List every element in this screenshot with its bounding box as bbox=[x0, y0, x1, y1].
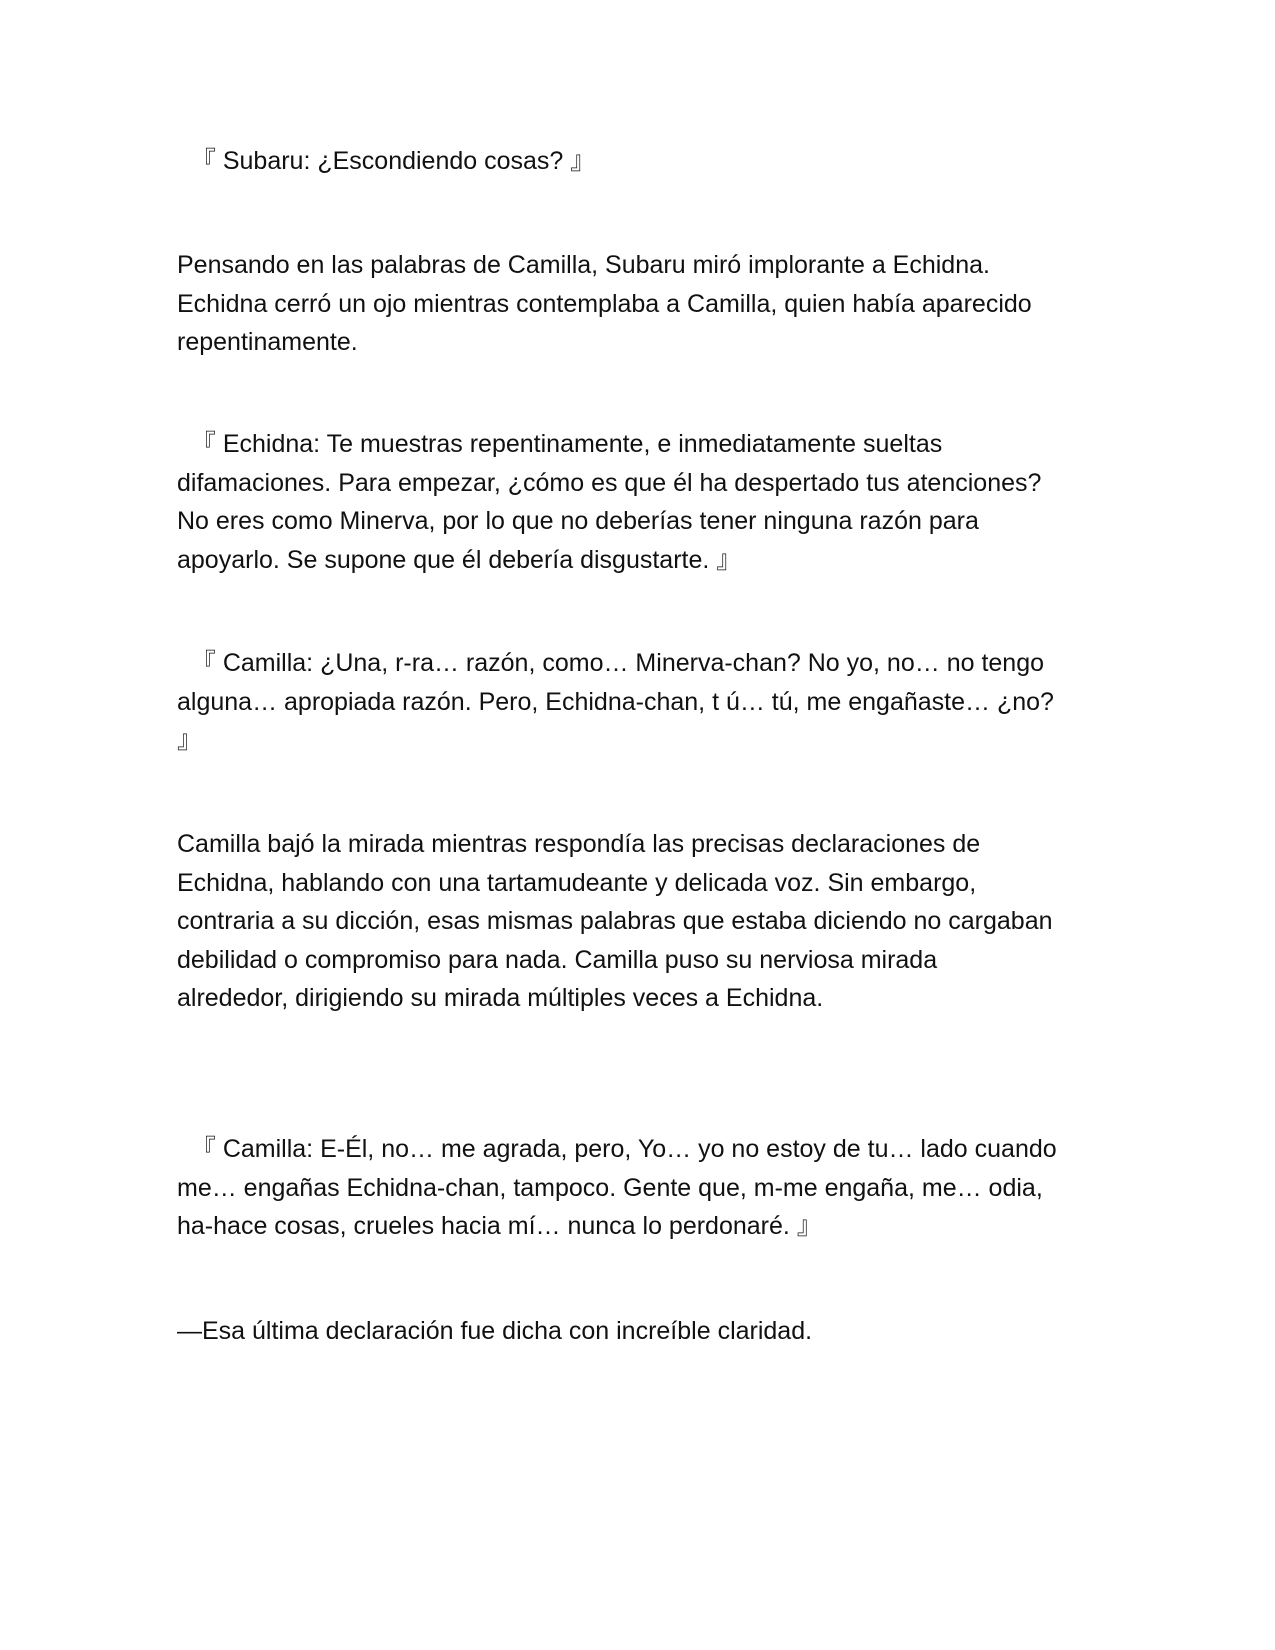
text-line: alguna… apropiada razón. Pero, Echidna-chan, t ú… tú, me engañaste… ¿no? bbox=[177, 687, 1054, 716]
dialogue-echidna bbox=[177, 425, 1117, 579]
dialogue-camilla-1 bbox=[177, 644, 1117, 760]
text-line: Camilla bajó la mirada mientras respondía las precisas declaraciones de bbox=[177, 830, 981, 858]
narration-paragraph-2 bbox=[177, 825, 1117, 1018]
text-line: 『 Camilla: ¿Una, r-ra… razón, como… Minerva-chan? No yo, no… no tengo bbox=[177, 649, 1045, 677]
text-line: 『 Echidna: Te muestras repentinamente, e inmediatamente sueltas bbox=[177, 430, 943, 458]
text-line: 『 Subaru: ¿Escondiendo cosas? 』 bbox=[177, 147, 596, 175]
text-line: me… engañas Echidna-chan, tampoco. Gente que, m-me engaña, me… odia, bbox=[177, 1173, 1043, 1202]
text-line: difamaciones. Para empezar, ¿cómo es que él ha despertado tus atenciones? bbox=[177, 468, 1042, 497]
text-line: alrededor, dirigiendo su mirada múltiples veces a Echidna. bbox=[177, 984, 824, 1012]
text-line: No eres como Minerva, por lo que no deberías tener ninguna razón para bbox=[177, 507, 979, 535]
text-line: 』 bbox=[177, 726, 203, 754]
text-line: Echidna, hablando con una tartamudeante y delicada voz. Sin embargo, bbox=[177, 868, 977, 897]
narration-closing-line bbox=[177, 1312, 1117, 1351]
text-line: apoyarlo. Se supone que él debería disgustarte. 』 bbox=[177, 545, 742, 574]
text-line: debilidad o compromiso para nada. Camilla puso su nerviosa mirada bbox=[177, 945, 938, 974]
text-line: contraria a su dicción, esas mismas palabras que estaba diciendo no cargaban bbox=[177, 907, 1053, 935]
text-line: repentinamente. bbox=[177, 328, 358, 356]
dialogue-subaru bbox=[177, 142, 1117, 181]
text-line: —Esa última declaración fue dicha con increíble claridad. bbox=[177, 1317, 813, 1345]
text-line: Echidna cerró un ojo mientras contemplaba a Camilla, quien había aparecido bbox=[177, 289, 1032, 318]
text-line: ha-hace cosas, crueles hacia mí… nunca lo perdonaré. 』 bbox=[177, 1212, 822, 1240]
text-line: Pensando en las palabras de Camilla, Subaru miró implorante a Echidna. bbox=[177, 251, 990, 279]
dialogue-camilla-2 bbox=[177, 1130, 1117, 1246]
narration-paragraph-1 bbox=[177, 246, 1117, 362]
text-line: 『 Camilla: E-Él, no… me agrada, pero, Yo… yo no estoy de tu… lado cuando bbox=[177, 1135, 1057, 1163]
